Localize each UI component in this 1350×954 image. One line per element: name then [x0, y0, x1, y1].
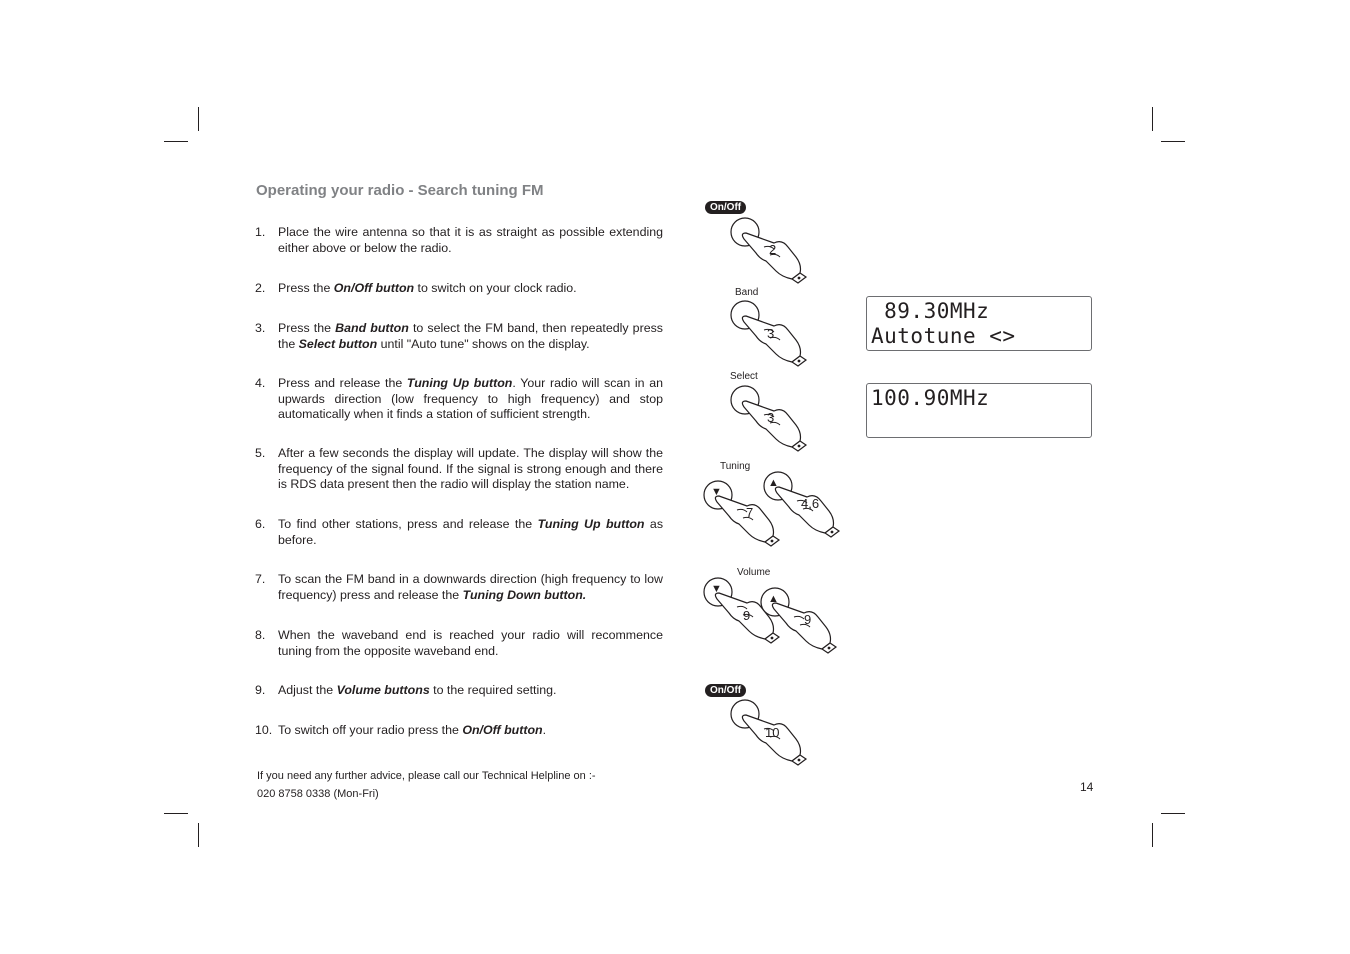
step-number: 9. [255, 683, 266, 697]
step-number: 1. [255, 225, 266, 239]
button-name: On/Off button [462, 723, 543, 737]
band-label: Band [735, 287, 759, 298]
step-text [278, 281, 663, 297]
step-text-part: to the required setting. [429, 683, 557, 697]
step-text [278, 683, 663, 699]
crop-mark [1161, 813, 1185, 814]
step-text [278, 225, 663, 256]
step-text-part: To switch off your radio press the [278, 723, 463, 737]
step-number: 5. [255, 446, 266, 460]
lcd-display [866, 383, 1092, 438]
tuning-label: Tuning [720, 461, 751, 472]
step-number: 6. [255, 517, 266, 531]
step-text-part: until "Auto tune" shows on the display. [377, 336, 590, 351]
step-text-part: . Your radio will scan in an upwards direction (low frequency to high frequency) and stop automatically when it finds a station of sufficient strength. [278, 376, 663, 422]
step-ref-number: 3 [767, 326, 775, 341]
step-text [278, 376, 663, 423]
crop-mark [198, 823, 199, 847]
step-text [278, 446, 663, 493]
tuning-down-icon: ▼ [711, 486, 722, 498]
onoff-label: On/Off [705, 684, 746, 697]
page-number: 14 [1080, 780, 1094, 794]
step-ref-number: 9 [743, 608, 751, 623]
step-text [278, 572, 663, 603]
crop-mark [1152, 107, 1153, 131]
step-text-part: To find other stations, press and release the [278, 517, 538, 531]
step-text [278, 517, 663, 548]
helpline-text: If you need any further advice, please call our Technical Helpline on :- [257, 770, 596, 782]
step-ref-number: 7 [746, 505, 754, 520]
step-number: 7. [255, 572, 266, 586]
lcd-line-2: Autotune <> [871, 324, 1016, 348]
step-number: 3. [255, 321, 266, 335]
helpline-number: 020 8758 0338 (Mon-Fri) [257, 788, 379, 800]
lcd-display [866, 296, 1092, 351]
step-number: 4. [255, 376, 266, 390]
step-number: 8. [255, 628, 266, 642]
onoff-label: On/Off [705, 201, 746, 214]
step-number: 10. [255, 723, 273, 737]
volume-up-icon: ▲ [768, 593, 779, 605]
button-name: Volume buttons [336, 683, 430, 697]
crop-mark [198, 107, 199, 131]
step-text-part: Place the wire antenna so that it is as straight as possible extending either above or below the radio. [278, 225, 663, 255]
page-title: Operating your radio - Search tuning FM [256, 182, 544, 199]
step-text [278, 723, 663, 739]
volume-down-icon: ▼ [711, 583, 722, 595]
step-text-part: Press the [278, 321, 336, 335]
crop-mark [164, 141, 188, 142]
step-text [278, 321, 663, 352]
step-text-part: to switch on your clock radio. [414, 281, 577, 295]
step-text [278, 628, 663, 659]
select-label: Select [730, 371, 758, 382]
step-text-part: as before. [278, 517, 664, 547]
step-ref-number: 9 [804, 612, 812, 627]
button-name: Band button [335, 321, 409, 335]
crop-mark [1161, 141, 1185, 142]
step-text-part: Adjust the [278, 683, 337, 697]
step-ref-number: 2 [769, 242, 777, 257]
button-name: Tuning Down button. [462, 587, 587, 602]
step-ref-number: 4,6 [801, 496, 820, 511]
step-text-part: . [542, 723, 547, 737]
step-text-part: To scan the FM band in a downwards direction (high frequency to low frequency) press and release the [278, 572, 663, 602]
crop-mark [164, 813, 188, 814]
step-text-part: After a few seconds the display will update. The display will show the frequency of the signal found. If the signal is strong enough and there is RDS data present then the radio will display the station name. [278, 446, 663, 492]
button-name: Tuning Up button [406, 376, 513, 390]
lcd-line-1: 89.30MHz [871, 299, 990, 323]
tuning-up-icon: ▲ [768, 477, 779, 489]
step-ref-number: 10 [765, 725, 780, 740]
step-text-part: Press the [278, 281, 334, 295]
volume-label: Volume [737, 567, 771, 578]
crop-mark [1152, 823, 1153, 847]
button-name: On/Off button [333, 281, 415, 295]
step-text-part: Press and release the [278, 376, 407, 390]
lcd-line-1: 100.90MHz [871, 386, 990, 410]
button-name: Tuning Up button [537, 517, 645, 531]
step-text-part: to select the FM band, then repeatedly press the [278, 321, 663, 351]
step-text-part: When the waveband end is reached your radio will recommence tuning from the opposite waveband end. [278, 628, 663, 658]
step-ref-number: 3 [767, 410, 775, 425]
button-name: Select button [298, 336, 378, 351]
step-number: 2. [255, 281, 266, 295]
